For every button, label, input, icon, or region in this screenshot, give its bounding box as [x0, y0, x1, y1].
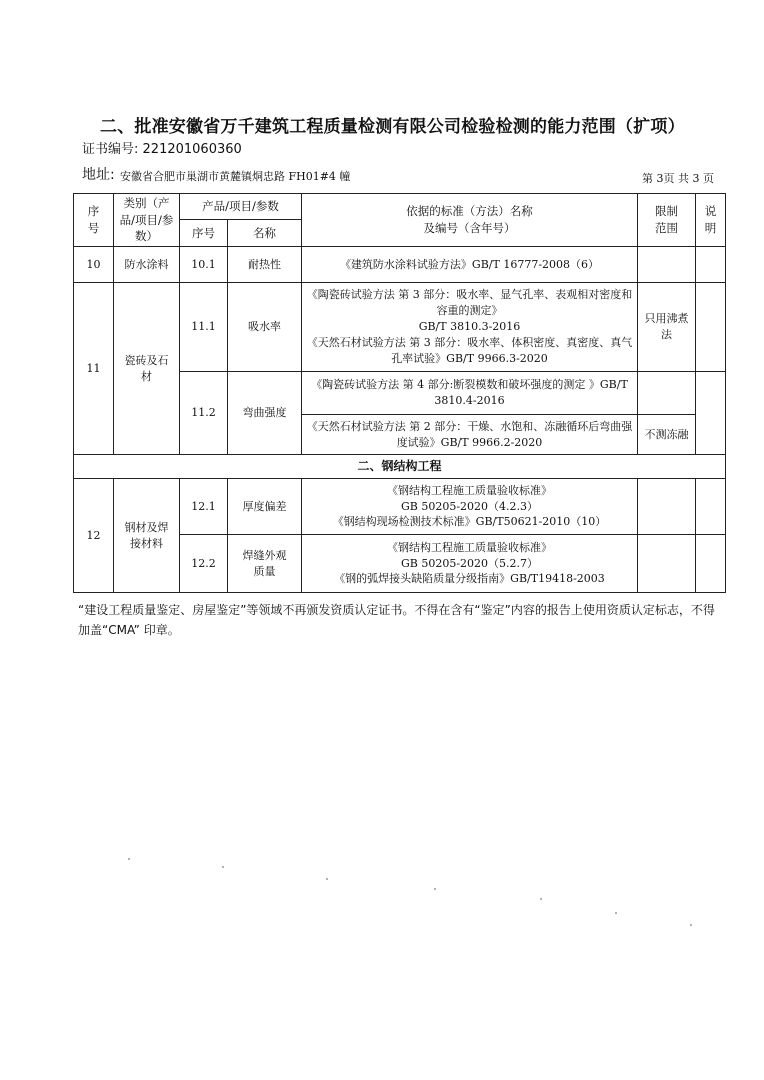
item-limit — [638, 247, 696, 283]
item-seq: 11.1 — [180, 283, 228, 372]
item-seq: 10.1 — [180, 247, 228, 283]
item-name: 吸水率 — [228, 283, 302, 372]
table-row — [74, 479, 726, 535]
item-name: 弯曲强度 — [228, 372, 302, 455]
header-product-group: 产品/项目/参数 — [180, 194, 302, 220]
address-line — [82, 164, 722, 186]
capability-table — [73, 193, 726, 593]
scan-speck — [540, 898, 542, 900]
row-category: 瓷砖及石材 — [114, 283, 180, 455]
item-standard: 《建筑防水涂料试验方法》GB/T 16777-2008（6） — [302, 247, 638, 283]
scan-speck — [128, 858, 130, 860]
page-title: 二、批准安徽省万千建筑工程质量检测有限公司检验检测的能力范围（扩项） — [100, 117, 685, 137]
certificate-number: 221201060360 — [142, 142, 242, 157]
item-seq: 12.1 — [180, 479, 228, 535]
row-category: 钢材及焊接材料 — [114, 479, 180, 593]
item-standard: 《钢结构工程施工质量验收标准》 GB 50205-2020（5.2.7） 《钢的弧焊接头缺陷质量分级指南》GB/T19418-2003 — [302, 535, 638, 593]
item-note — [696, 247, 726, 283]
header-category: 类别（产品/项目/参数） — [114, 194, 180, 247]
scan-speck — [222, 866, 224, 868]
item-name: 焊缝外观质量 — [228, 535, 302, 593]
header-standard: 依据的标准（方法）名称 及编号（含年号） — [302, 194, 638, 247]
scan-speck — [326, 878, 328, 880]
item-name: 耐热性 — [228, 247, 302, 283]
table-row — [74, 283, 726, 372]
certificate-label: 证书编号: — [82, 142, 139, 157]
item-standard: 《天然石材试验方法 第 2 部分：干燥、水饱和、冻融循环后弯曲强度试验》GB/T 9966.2-2020 — [302, 415, 638, 455]
item-note — [696, 372, 726, 455]
row-seq: 10 — [74, 247, 114, 283]
item-name: 厚度偏差 — [228, 479, 302, 535]
row-seq: 11 — [74, 283, 114, 455]
item-limit — [638, 535, 696, 593]
header-item-name: 名称 — [228, 219, 302, 246]
item-limit: 只用沸煮法 — [638, 283, 696, 372]
section-row — [74, 455, 726, 479]
scan-speck — [690, 924, 692, 926]
table-row — [74, 247, 726, 283]
section-title: 二、钢结构工程 — [74, 455, 726, 479]
header-limit: 限制 范围 — [638, 194, 696, 247]
header-item-seq: 序号 — [180, 219, 228, 246]
item-limit: 不测冻融 — [638, 415, 696, 455]
item-note — [696, 535, 726, 593]
page-indicator: 第 3页 共 3 页 — [642, 172, 714, 185]
item-limit — [638, 479, 696, 535]
item-seq: 12.2 — [180, 535, 228, 593]
scan-speck — [615, 912, 617, 914]
row-category: 防水涂料 — [114, 247, 180, 283]
header-note: 说 明 — [696, 194, 726, 247]
item-note — [696, 479, 726, 535]
scan-speck — [434, 888, 436, 890]
item-standard: 《陶瓷砖试验方法 第 3 部分：吸水率、显气孔率、表观相对密度和容重的测定》 GB/T 3810.3-2016 《天然石材试验方法 第 3 部分：吸水率、体积密度、真密度、真气孔率试验》GB/T 9966.3-2020 — [302, 283, 638, 372]
row-seq: 12 — [74, 479, 114, 593]
footnote: “建设工程质量鉴定、房屋鉴定”等领域不再颁发资质认定证书。不得在含有“鉴定”内容的报告上使用资质认定标志，不得加盖“CMA” 印章。 — [78, 603, 715, 637]
item-standard: 《钢结构工程施工质量验收标准》 GB 50205-2020（4.2.3） 《钢结构现场检测技术标准》GB/T50621-2010（10） — [302, 479, 638, 535]
header-seq: 序号 — [74, 194, 114, 247]
certificate-line — [82, 138, 242, 157]
item-standard: 《陶瓷砖试验方法 第 4 部分:断裂模数和破坏强度的测定 》GB/T 3810.4-2016 — [302, 372, 638, 415]
item-note — [696, 283, 726, 372]
address-value: 安徽省合肥市巢湖市黄麓镇烔忠路 FH01#4 幢 — [120, 170, 351, 183]
address-label: 地址: — [82, 167, 115, 183]
item-seq: 11.2 — [180, 372, 228, 455]
item-limit — [638, 372, 696, 415]
